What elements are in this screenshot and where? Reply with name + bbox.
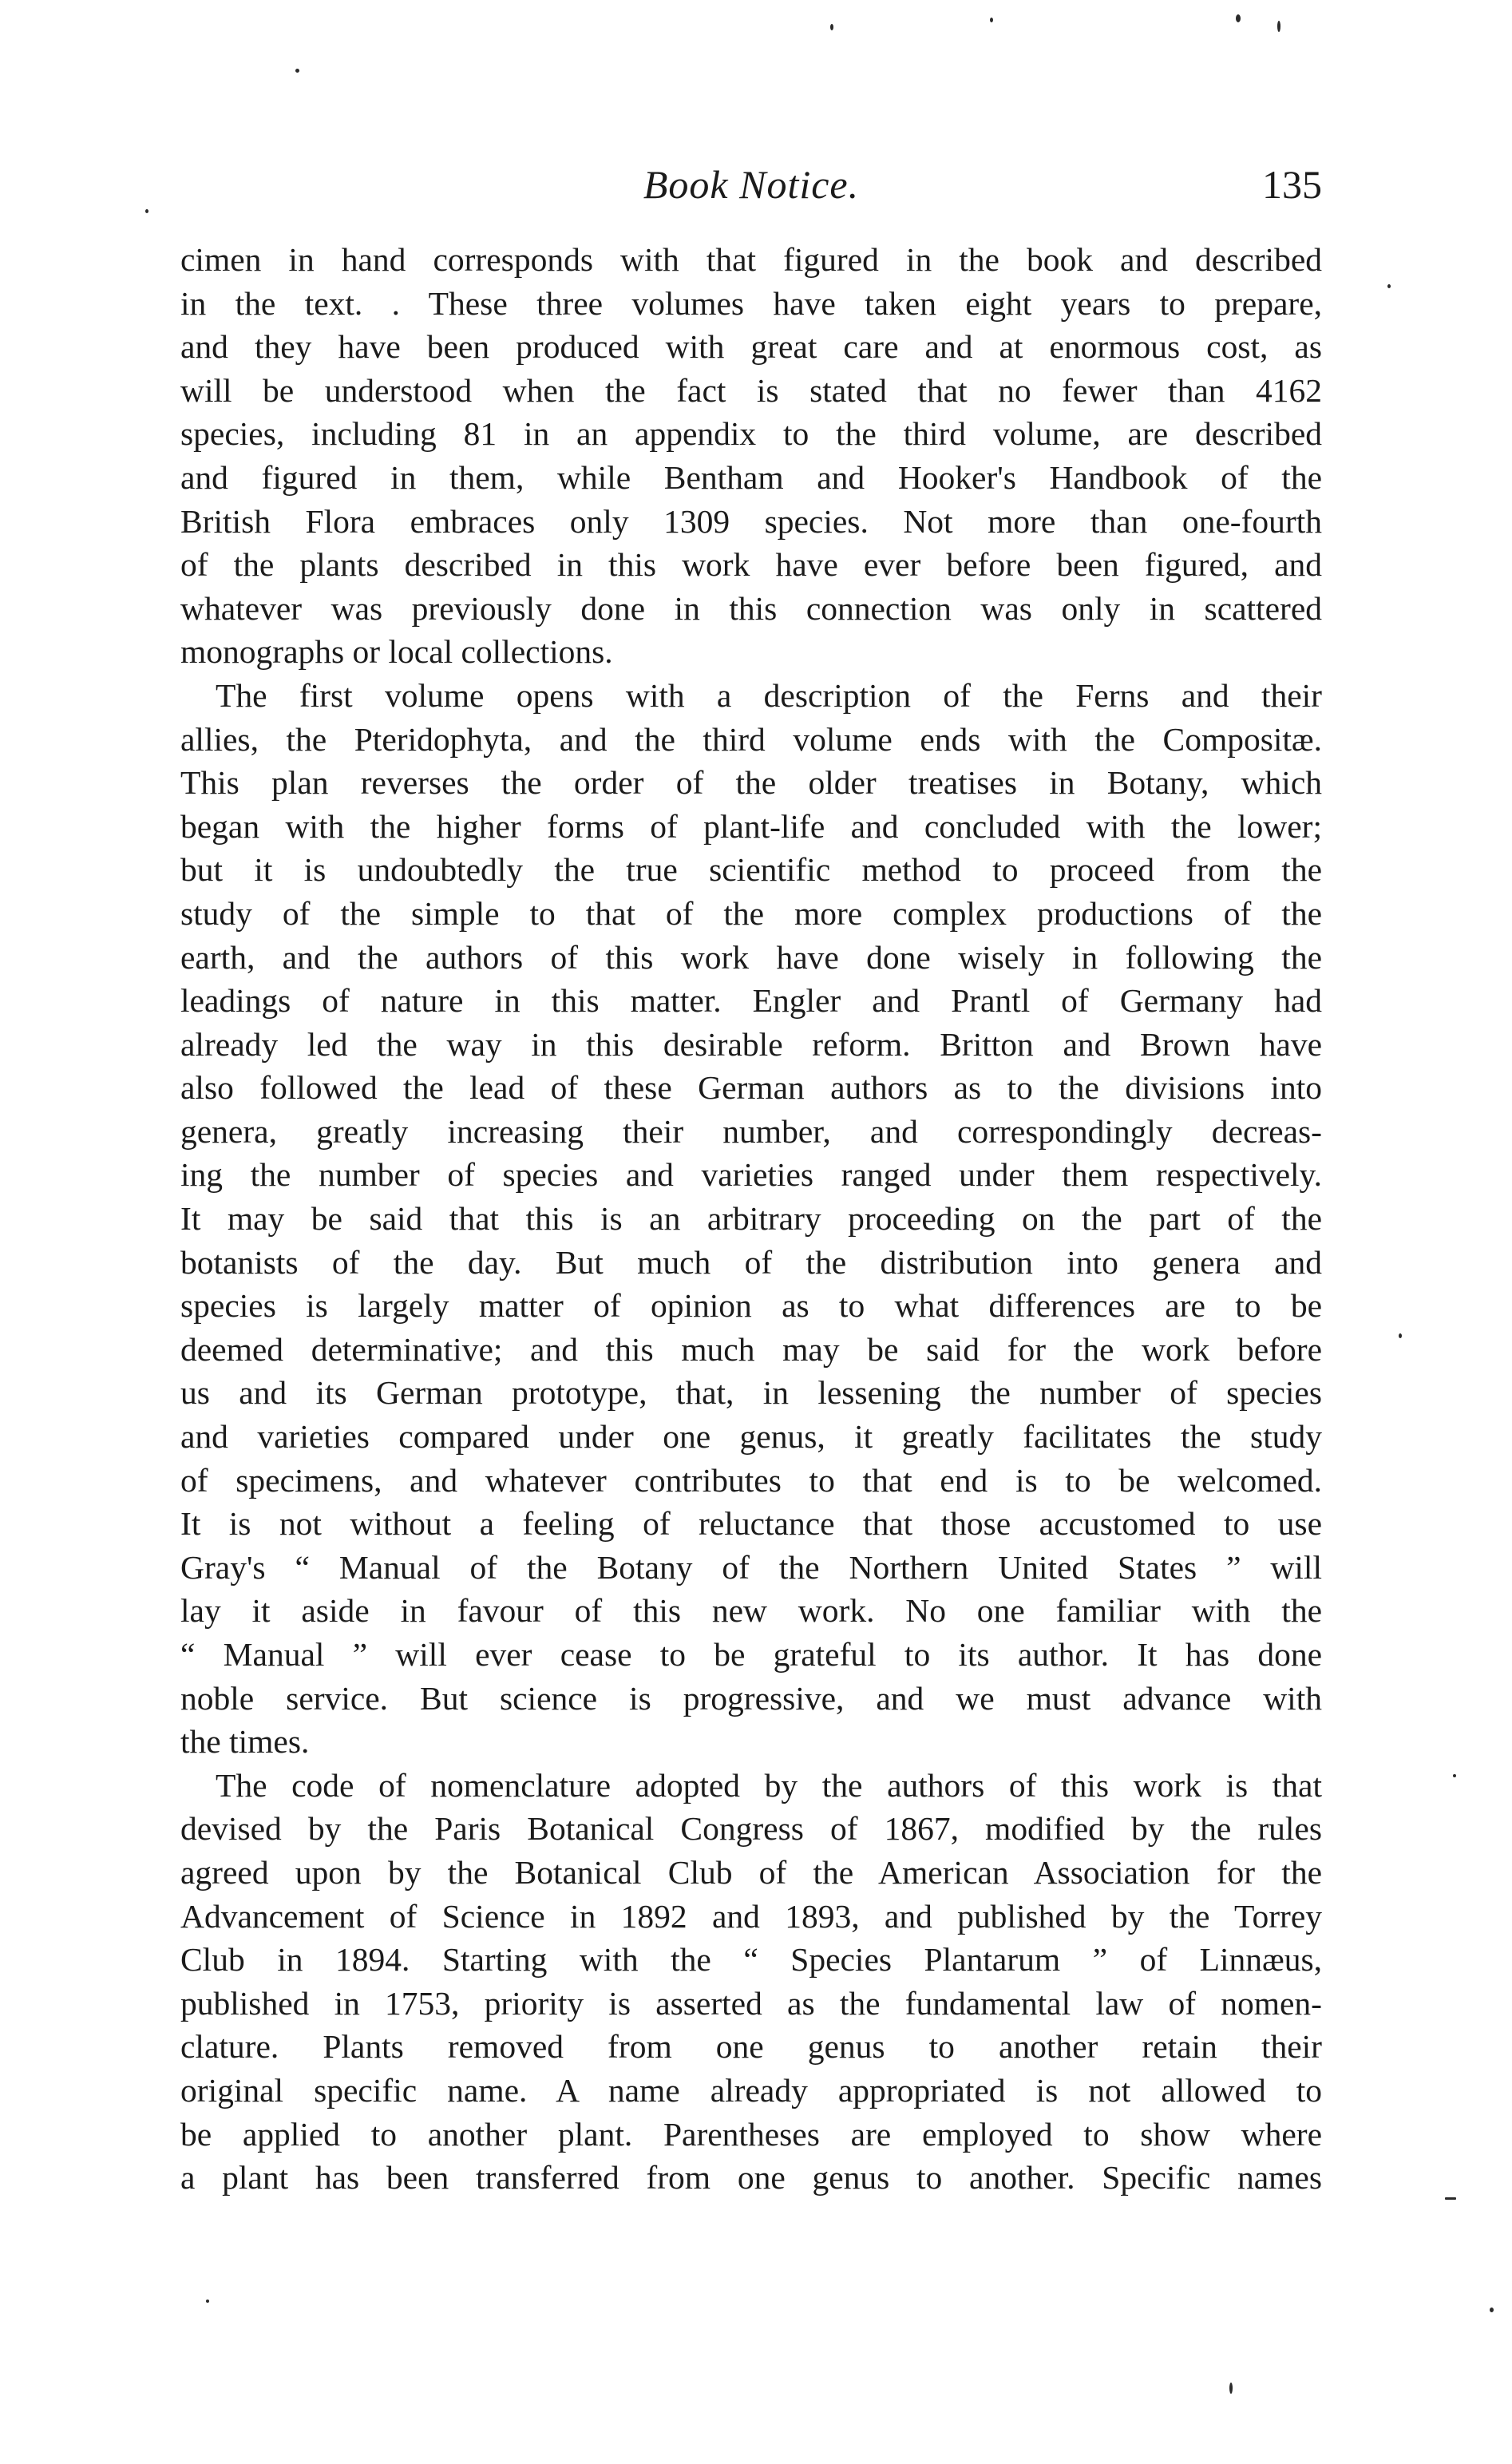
scan-speck — [1453, 1774, 1456, 1777]
text-line: Club in 1894. Starting with the “ Species Plantarum ” of Linnæus, — [180, 1941, 1322, 1979]
text-line: leadings of nature in this matter. Engler and Prantl of Germany had — [180, 982, 1322, 1020]
text-line: the times. — [180, 1723, 310, 1761]
page-number: 135 — [1262, 162, 1322, 207]
text-line: us and its German prototype, that, in lessening the number of species — [180, 1374, 1322, 1412]
text-line: lay it aside in favour of this new work. No one familiar with the — [180, 1592, 1322, 1630]
text-line: Gray's “ Manual of the Botany of the Northern United States ” will — [180, 1548, 1322, 1586]
text-line: and varieties compared under one genus, it greatly facilitates the study — [180, 1418, 1322, 1456]
text-line: It is not without a feeling of reluctance that those accustomed to use — [180, 1505, 1322, 1543]
running-title: Book Notice. — [643, 162, 860, 207]
text-line: genera, greatly increasing their number, and correspondingly decreas- — [180, 1112, 1322, 1150]
text-line: and figured in them, while Bentham and Hooker's Handbook of the — [180, 458, 1322, 496]
text-line: noble service. But science is progressive, and we must advance with — [180, 1679, 1322, 1717]
body-text — [180, 238, 1322, 2200]
scan-speck — [1236, 14, 1241, 22]
text-line: species is largely matter of opinion as to what differences are to be — [180, 1287, 1322, 1325]
scan-speck — [1229, 2383, 1233, 2394]
text-line: already led the way in this desirable reform. Britton and Brown have — [180, 1025, 1322, 1063]
text-line: earth, and the authors of this work have done wisely in following the — [180, 938, 1322, 976]
running-head — [180, 156, 1322, 212]
scan-speck — [1387, 284, 1391, 288]
text-line: in the text. . These three volumes have taken eight years to prepare, — [180, 284, 1322, 322]
text-line: but it is undoubtedly the true scientific method to proceed from the — [180, 851, 1322, 889]
text-line: botanists of the day. But much of the distribution into genera and — [180, 1243, 1322, 1281]
text-line: of the plants described in this work have ever before been figured, and — [180, 546, 1322, 584]
scan-speck — [1399, 1333, 1402, 1338]
text-line: The first volume opens with a description of the Ferns and their — [216, 676, 1322, 714]
text-line: This plan reverses the order of the older treatises in Botany, which — [180, 764, 1322, 802]
text-line: Advancement of Science in 1892 and 1893, and published by the Torrey — [180, 1897, 1322, 1935]
scan-speck — [206, 2300, 209, 2303]
scan-speck — [1445, 2197, 1456, 2200]
text-line: devised by the Paris Botanical Congress of 1867, modified by the rules — [180, 1810, 1322, 1848]
text-line: species, including 81 in an appendix to the third volume, are described — [180, 415, 1322, 453]
text-line: and they have been produced with great care and at enormous cost, as — [180, 328, 1322, 366]
text-line: monographs or local collections. — [180, 633, 613, 671]
text-line: be applied to another plant. Parentheses are employed to show where — [180, 2115, 1322, 2153]
text-line: will be understood when the fact is stated that no fewer than 4162 — [180, 371, 1322, 409]
text-line: “ Manual ” will ever cease to be grateful to its author. It has done — [180, 1636, 1322, 1673]
text-line: ing the number of species and varieties ranged under them respectively. — [180, 1156, 1322, 1194]
text-line: It may be said that this is an arbitrary proceeding on the part of the — [180, 1200, 1322, 1238]
text-line: agreed upon by the Botanical Club of the American Association for the — [180, 1853, 1322, 1891]
scan-speck — [1490, 2308, 1494, 2312]
text-line: original specific name. A name already appropriated is not allowed to — [180, 2071, 1322, 2109]
text-line: The code of nomenclature adopted by the authors of this work is that — [216, 1766, 1322, 1804]
text-line: a plant has been transferred from one genus to another. Specific names — [180, 2159, 1322, 2197]
text-line: deemed determinative; and this much may be said for the work before — [180, 1330, 1322, 1368]
scan-speck — [990, 18, 993, 22]
text-line: British Flora embraces only 1309 species. Not more than one-fourth — [180, 502, 1322, 540]
text-line: allies, the Pteridophyta, and the third volume ends with the Compositæ. — [180, 720, 1322, 758]
text-line: of specimens, and whatever contributes to that end is to be welcomed. — [180, 1461, 1322, 1499]
text-line: study of the simple to that of the more complex productions of the — [180, 894, 1322, 932]
scan-speck — [145, 209, 148, 213]
text-line: began with the higher forms of plant-life and concluded with the lower; — [180, 807, 1322, 845]
text-line: cimen in hand corresponds with that figured in the book and described — [180, 241, 1322, 278]
text-line: published in 1753, priority is asserted as the fundamental law of nomen- — [180, 1984, 1322, 2022]
scan-speck — [1277, 21, 1280, 32]
scan-speck — [295, 69, 299, 73]
text-line: also followed the lead of these German authors as to the divisions into — [180, 1069, 1322, 1107]
scan-speck — [830, 24, 833, 30]
text-line: clature. Plants removed from one genus to another retain their — [180, 2028, 1322, 2066]
text-line: whatever was previously done in this connection was only in scattered — [180, 589, 1322, 627]
